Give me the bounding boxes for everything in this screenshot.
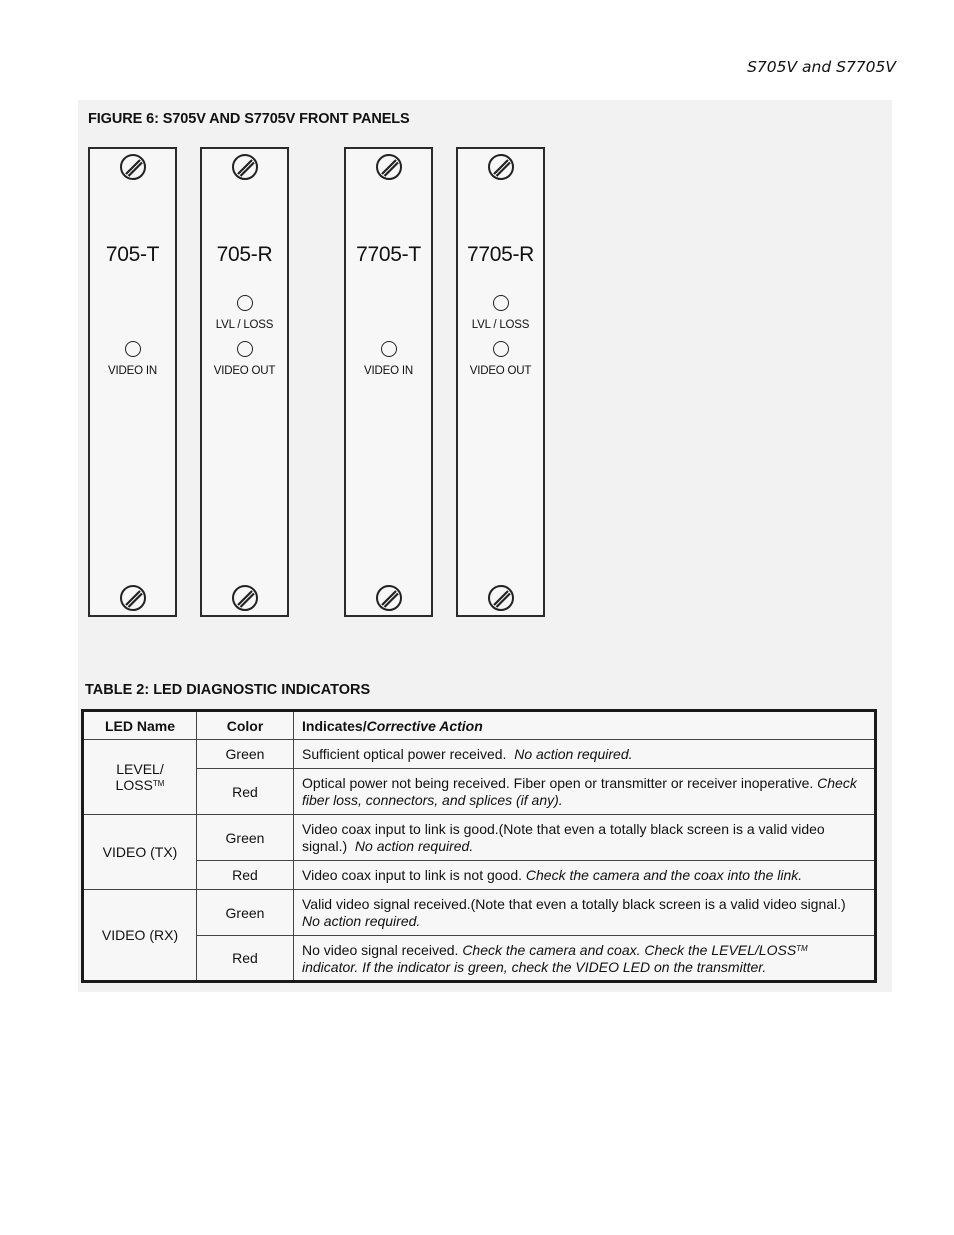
corrective-action-text: Check the camera and the coax into the link. xyxy=(525,866,803,883)
indicates-cell xyxy=(294,936,876,982)
color-cell: Green xyxy=(197,815,294,861)
indicates-text: Sufficient optical power received. xyxy=(302,745,507,762)
table-row xyxy=(83,740,876,769)
indicates-text: Video coax input to link is good.(Note that even a totally black screen is a valid video signal.) xyxy=(302,820,825,854)
corrective-action-text: No action required. xyxy=(302,912,421,929)
front-panel-7705-t xyxy=(344,147,433,617)
indicates-text: Video coax input to link is not good. xyxy=(302,866,523,883)
panel-name: 7705-T xyxy=(356,243,421,266)
indicates-text: Optical power not being received. Fiber open or transmitter or receiver inoperative. xyxy=(302,774,814,791)
header-indicates xyxy=(294,711,876,740)
color-cell: Red xyxy=(197,936,294,982)
screw-icon xyxy=(118,152,148,182)
color-cell: Green xyxy=(197,890,294,936)
panel-name: 7705-R xyxy=(466,243,535,266)
led-name-cell: VIDEO (TX) xyxy=(83,815,197,890)
screw-icon xyxy=(118,583,148,613)
color-cell: Green xyxy=(197,740,294,769)
front-panel-705-r xyxy=(200,147,289,617)
led-name-text-line2: LOSS xyxy=(115,777,153,793)
panel-name: 705-R xyxy=(216,243,273,266)
led-name-cell: VIDEO (RX) xyxy=(83,890,197,982)
led-label: LVL / LOSS xyxy=(471,319,530,331)
indicates-cell xyxy=(294,890,876,936)
led-indicator-icon xyxy=(493,341,509,357)
led-name-text: LEVEL/ xyxy=(116,761,164,777)
color-cell: Red xyxy=(197,769,294,815)
table-row xyxy=(83,769,876,815)
trademark-mark: TM xyxy=(796,944,808,953)
table-header-row xyxy=(83,711,876,740)
front-panel-705-t xyxy=(88,147,177,617)
indicates-text: Valid video signal received.(Note that even a totally black screen is a valid video signal.) xyxy=(302,895,846,912)
color-cell: Red xyxy=(197,861,294,890)
led-indicator-icon xyxy=(237,341,253,357)
trademark-mark: TM xyxy=(152,779,165,788)
screw-icon xyxy=(230,583,260,613)
document-header-title: S705V and S7705V xyxy=(747,58,896,76)
header-led-name: LED Name xyxy=(83,711,197,740)
corrective-action-text: No action required. xyxy=(354,837,474,854)
led-indicator-icon xyxy=(493,295,509,311)
table-row xyxy=(83,815,876,861)
corrective-action-text: No action required. xyxy=(514,745,633,762)
led-indicator-icon xyxy=(381,341,397,357)
indicates-cell xyxy=(294,815,876,861)
screw-icon xyxy=(230,152,260,182)
screw-icon xyxy=(374,152,404,182)
corrective-action-text: Check the camera and coax. Check the LEVEL/LOSS xyxy=(462,942,797,958)
panel-name: 705-T xyxy=(105,243,160,266)
led-label: VIDEO OUT xyxy=(469,365,532,377)
corrective-action-text-continued: indicator. If the indicator is green, check the VIDEO LED on the transmitter. xyxy=(302,959,767,975)
header-corrective-text: Corrective Action xyxy=(366,717,483,734)
led-label: VIDEO IN xyxy=(108,365,157,377)
indicates-cell xyxy=(294,769,876,815)
header-indicates-text: Indicates/ xyxy=(302,717,367,734)
table-row xyxy=(83,861,876,890)
led-label: VIDEO IN xyxy=(364,365,413,377)
led-diagnostic-table xyxy=(81,709,877,983)
led-name-cell xyxy=(83,740,197,815)
indicates-cell xyxy=(294,861,876,890)
screw-icon xyxy=(486,152,516,182)
table-row xyxy=(83,936,876,982)
led-label: VIDEO OUT xyxy=(213,365,276,377)
screw-icon xyxy=(374,583,404,613)
screw-icon xyxy=(486,583,516,613)
header-color: Color xyxy=(197,711,294,740)
indicates-text: No video signal received. xyxy=(302,942,459,958)
led-indicator-icon xyxy=(237,295,253,311)
led-indicator-icon xyxy=(125,341,141,357)
figure-title: FIGURE 6: S705V AND S7705V FRONT PANELS xyxy=(88,111,410,127)
corrective-action-text: Check fiber loss, connectors, and splices (if any). xyxy=(302,774,857,808)
table-title: TABLE 2: LED DIAGNOSTIC INDICATORS xyxy=(85,682,371,698)
front-panel-7705-r xyxy=(456,147,545,617)
table-row xyxy=(83,890,876,936)
led-label: LVL / LOSS xyxy=(215,319,274,331)
indicates-cell xyxy=(294,740,876,769)
